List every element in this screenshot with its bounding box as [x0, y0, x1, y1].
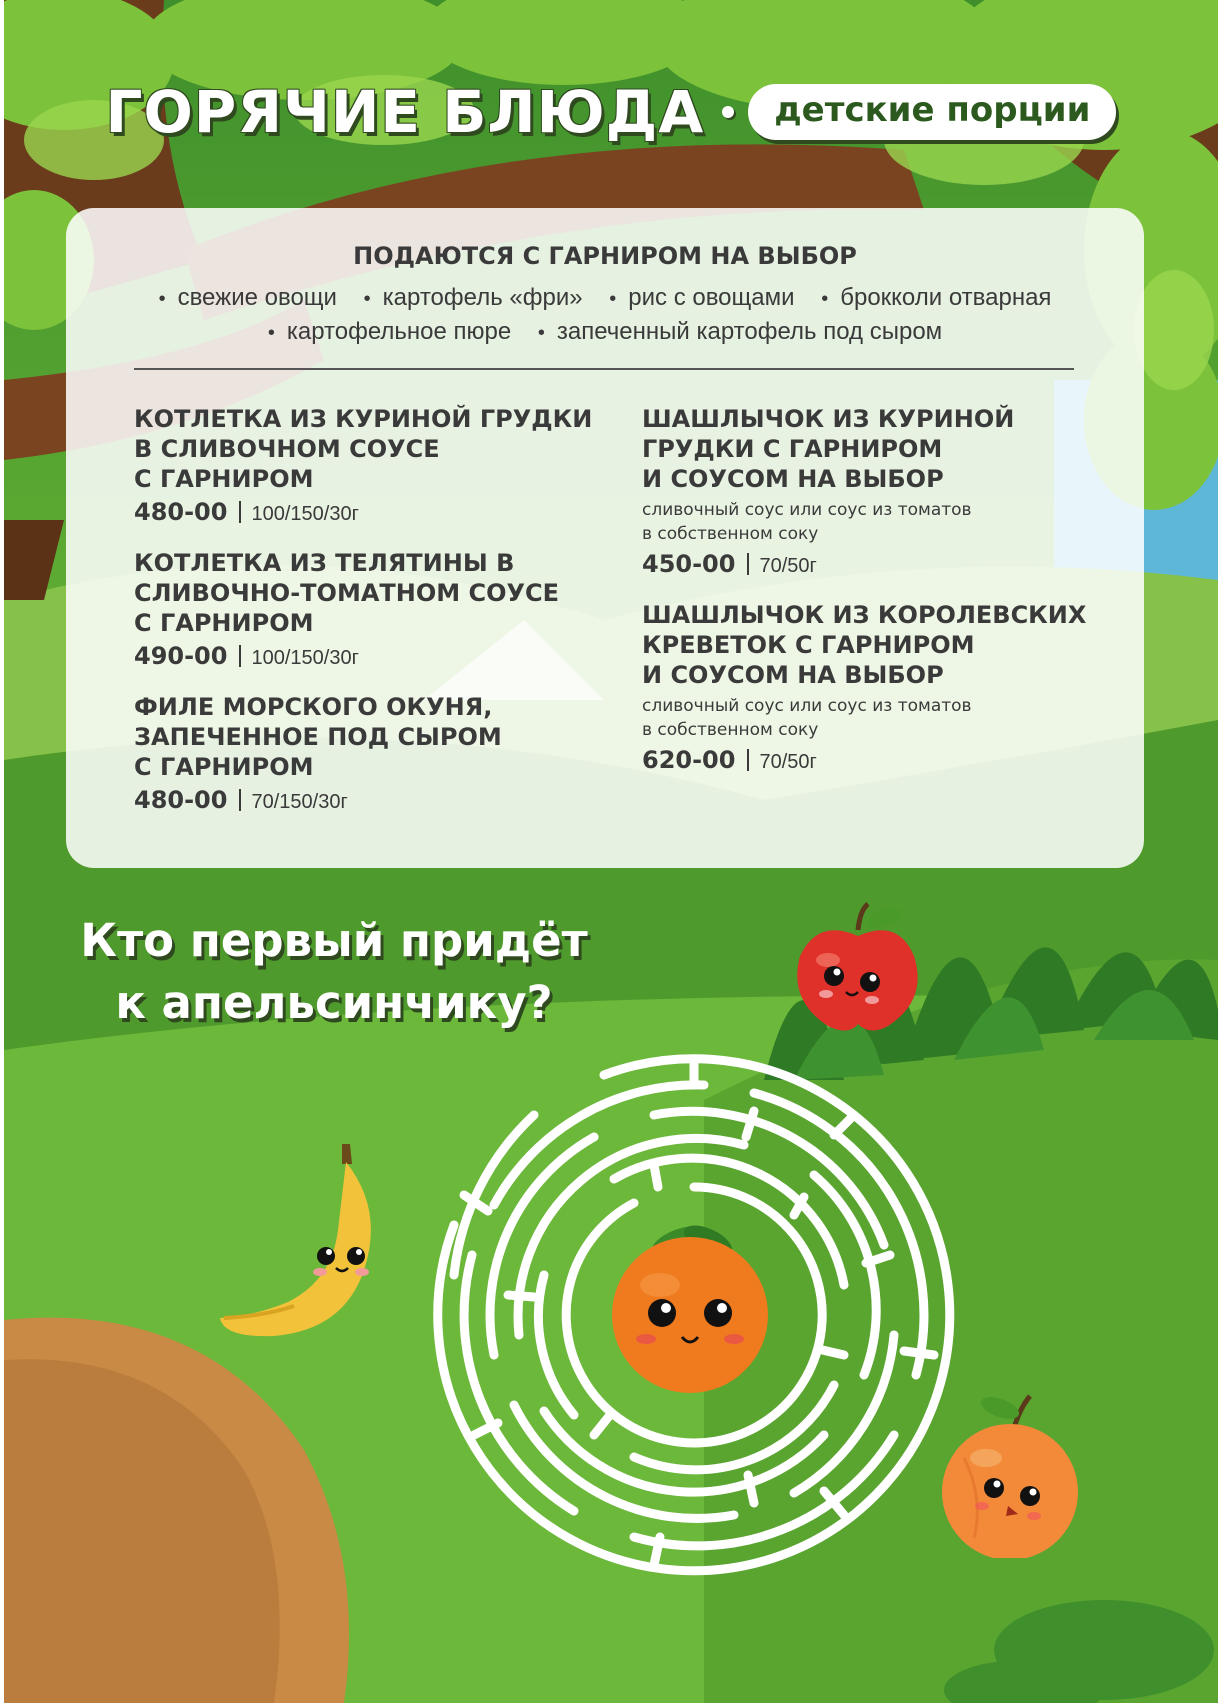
menu-column-left: [134, 404, 604, 836]
dish-name: КОТЛЕТКА ИЗ КУРИНОЙ ГРУДКИ В СЛИВОЧНОМ СОУСЕ С ГАРНИРОМ: [134, 405, 593, 493]
price-weight-separator: [239, 789, 241, 811]
dish-name: ФИЛЕ МОРСКОГО ОКУНЯ, ЗАПЕЧЕННОЕ ПОД СЫРОМ С ГАРНИРОМ: [134, 693, 502, 781]
dish-item: [134, 404, 604, 526]
dish-price: 490-00: [134, 642, 228, 670]
dish-note: сливочный соус или соус из томатов в собственном соку: [642, 500, 972, 544]
dish-name: КОТЛЕТКА ИЗ ТЕЛЯТИНЫ В СЛИВОЧНО-ТОМАТНОМ СОУСЕ С ГАРНИРОМ: [134, 549, 560, 637]
dish-name: ШАШЛЫЧОК ИЗ КУРИНОЙ ГРУДКИ С ГАРНИРОМ И СОУСОМ НА ВЫБОР: [642, 405, 1015, 493]
dish-weight: 70/50г: [759, 555, 817, 577]
dish-weight: 70/50г: [759, 751, 817, 773]
dish-price: 450-00: [642, 550, 736, 578]
price-weight-separator: [747, 553, 749, 575]
panel-divider: [134, 368, 1074, 370]
dish-weight: 70/150/30г: [251, 791, 348, 813]
apple-icon: [788, 900, 928, 1040]
menu-column-right: [642, 404, 1112, 796]
page-title: ГОРЯЧИЕ БЛЮДА: [105, 78, 705, 146]
dish-price: 620-00: [642, 746, 736, 774]
price-weight-separator: [239, 501, 241, 523]
maze-question: Кто первый придёт к апельсинчику?: [80, 914, 588, 1029]
dish-name: ШАШЛЫЧОК ИЗ КОРОЛЕВСКИХ КРЕВЕТОК С ГАРНИРОМ И СОУСОМ НА ВЫБОР: [642, 601, 1087, 689]
price-weight-separator: [747, 749, 749, 771]
dish-item: [642, 600, 1112, 774]
garnish-item: • свежие овощи: [159, 284, 337, 311]
dish-note: сливочный соус или соус из томатов в собственном соку: [642, 696, 972, 740]
dish-price: 480-00: [134, 498, 228, 526]
banana-icon: [214, 1140, 394, 1350]
dish-item: [642, 404, 1112, 578]
price-weight-separator: [239, 645, 241, 667]
garnish-item: • картофель «фри»: [364, 284, 583, 311]
garnish-item: • картофельное пюре: [268, 318, 511, 345]
dish-item: [134, 548, 604, 670]
garnish-item: • запеченный картофель под сыром: [538, 318, 942, 345]
garnish-list-line-1: [66, 284, 1144, 312]
dish-weight: 100/150/30г: [251, 503, 359, 525]
garnish-title: ПОДАЮТСЯ С ГАРНИРОМ НА ВЫБОР: [353, 242, 857, 270]
menu-page: [4, 0, 1218, 1703]
peach-icon: [934, 1388, 1084, 1558]
orange-icon: [600, 1215, 780, 1395]
dish-price: 480-00: [134, 786, 228, 814]
garnish-item: • брокколи отварная: [821, 284, 1051, 311]
garnish-item: • рис с овощами: [609, 284, 794, 311]
header: [4, 78, 1218, 146]
menu-panel: [66, 208, 1144, 868]
dish-item: [134, 692, 604, 814]
garnish-list-line-2: [66, 318, 1144, 346]
title-separator-dot: [722, 106, 734, 118]
page-subtitle-badge: детские порции: [748, 84, 1116, 140]
dish-weight: 100/150/30г: [251, 647, 359, 669]
